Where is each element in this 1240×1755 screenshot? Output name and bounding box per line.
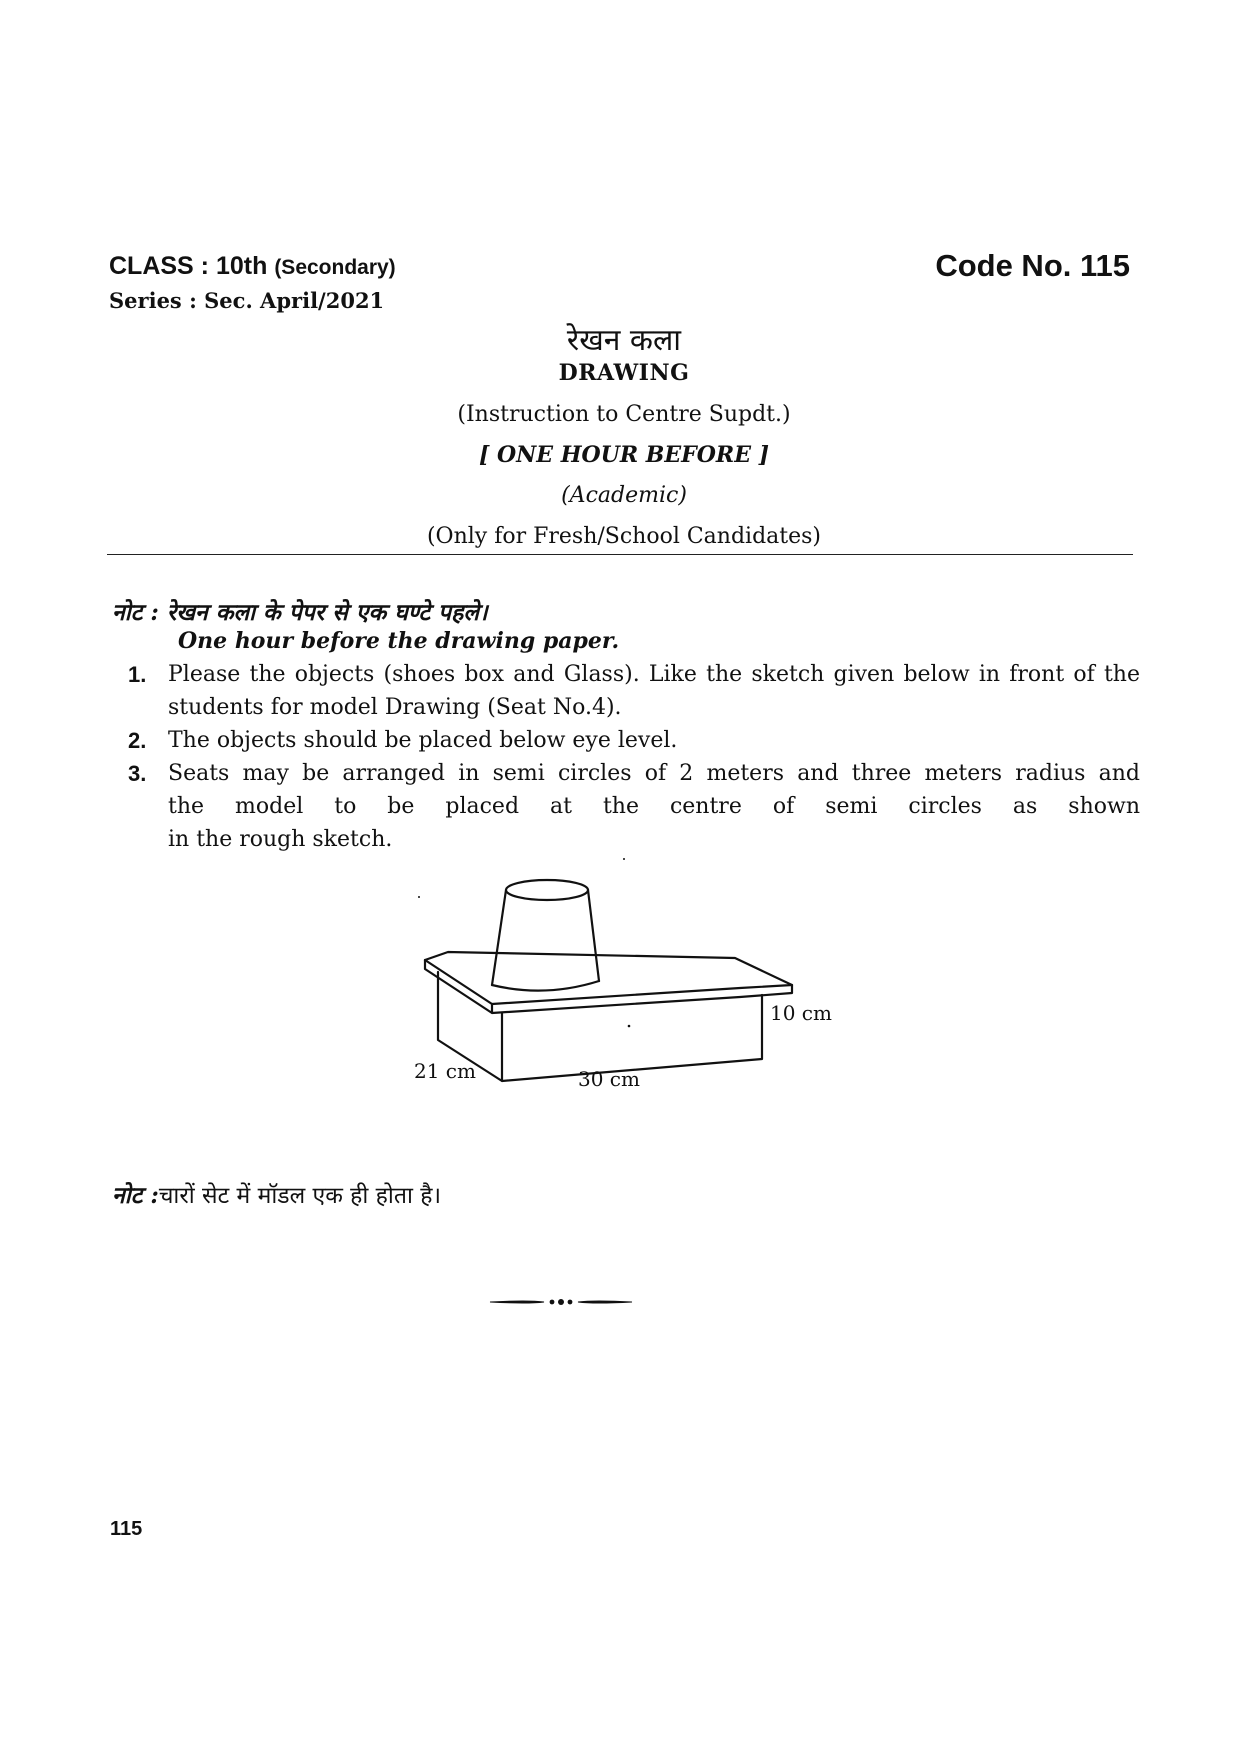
- height-label: 10 cm: [770, 1001, 832, 1025]
- series-label: Series : Sec. April/2021: [109, 288, 385, 313]
- glass-body: [492, 890, 599, 985]
- note-english: One hour before the drawing paper.: [178, 628, 620, 654]
- item-text: Please the objects (shoes box and Glass). Like the sketch given below in front of the students for model Drawing (Seat No.4).: [168, 662, 1140, 720]
- note-bottom: [112, 1178, 441, 1210]
- end-ornament: [488, 1294, 634, 1310]
- list-item: [128, 757, 1140, 856]
- sketch-dot: [628, 1025, 631, 1028]
- item-text: The objects should be placed below eye level.: [168, 728, 678, 753]
- page-number: 115: [110, 1518, 143, 1540]
- class-text: CLASS : 10th: [109, 252, 268, 280]
- eligibility-line: (Only for Fresh/School Candidates): [426, 524, 822, 549]
- item-text-line-1: Seats may be arranged in semi circles of 2 meters and three meters radius and: [168, 761, 1140, 786]
- box-body: [438, 972, 762, 1081]
- item-number: 1.: [128, 662, 147, 687]
- class-label: [109, 252, 396, 281]
- stream-line: (Academic): [561, 483, 687, 508]
- class-sub-text: (Secondary): [274, 256, 396, 279]
- note-bottom-label: नोट :: [112, 1182, 159, 1209]
- box-lid-edge: [425, 960, 792, 1013]
- timing-line: [ ONE HOUR BEFORE ]: [478, 442, 770, 468]
- list-item: [128, 724, 1140, 757]
- code-number: Code No. 115: [935, 248, 1130, 283]
- note-hindi: नोट : रेखन कला के पेपर से एक घण्टे पहले।: [112, 599, 488, 626]
- list-item: [128, 658, 1140, 724]
- width-label: 21 cm: [414, 1059, 476, 1083]
- sketch-dot: [623, 858, 625, 860]
- glass-rim: [506, 880, 588, 900]
- sketch-dot: [418, 896, 420, 898]
- item-text-line-2: the model to be placed at the centre of semi circles as shown: [168, 794, 1140, 819]
- subject-title: DRAWING: [558, 360, 690, 386]
- item-number: 2.: [128, 728, 147, 753]
- hindi-title: रेखन कला: [566, 323, 682, 358]
- instruction-line: (Instruction to Centre Supdt.): [457, 402, 791, 427]
- model-sketch: [410, 855, 860, 1115]
- length-label: 30 cm: [578, 1067, 640, 1091]
- glass-base: [492, 981, 599, 991]
- item-text-line-3: in the rough sketch.: [168, 827, 393, 852]
- item-number: 3.: [128, 761, 147, 786]
- header-divider: [107, 554, 1133, 555]
- note-bottom-text: चारों सेट में मॉडल एक ही होता है।: [158, 1183, 442, 1209]
